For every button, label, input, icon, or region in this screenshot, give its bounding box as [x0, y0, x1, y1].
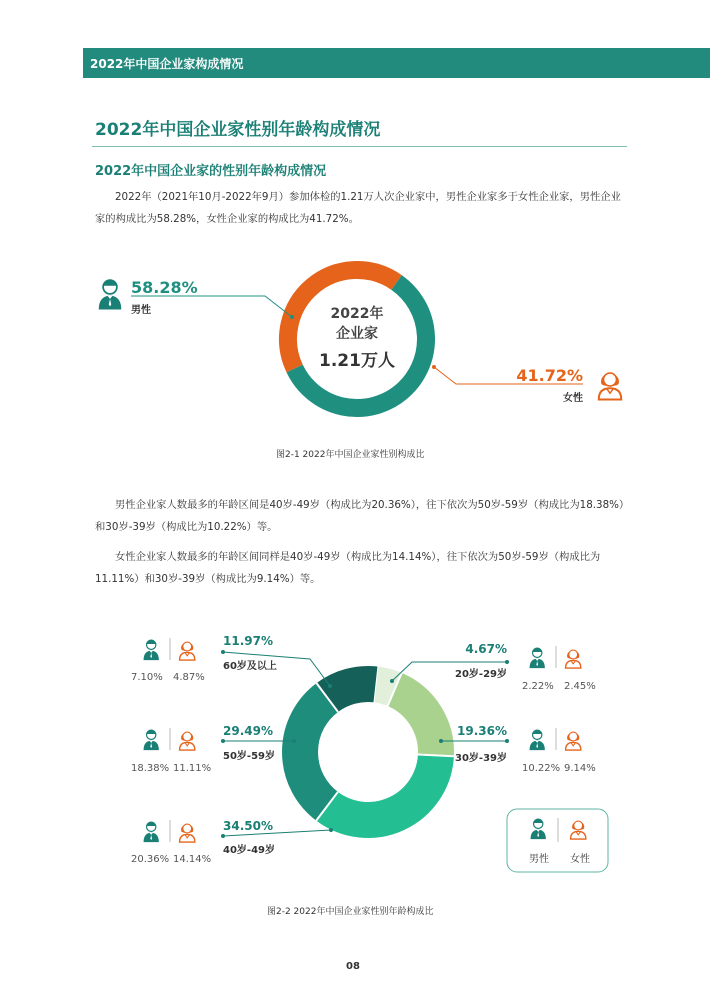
subsection-title: 2022年中国企业家的性别年龄构成情况 [95, 164, 327, 179]
age-percent-label-4: 11.97% [223, 634, 273, 648]
female-age-value-0: 2.45% [564, 681, 596, 692]
age-leader-end-4 [221, 650, 225, 654]
figure-caption-2: 图2-2 2022年中国企业家性别年龄构成比 [267, 907, 434, 917]
age-leader-end-2 [221, 834, 225, 838]
female-person-icon [566, 732, 581, 750]
female-person-icon [566, 650, 581, 668]
age-percent-label-1: 19.36% [457, 724, 507, 738]
donut-slice-2 [327, 755, 436, 820]
female-label: 女性 [563, 393, 583, 404]
center-label-year: 2022年 [330, 306, 384, 322]
male-person-icon [530, 730, 545, 750]
age-leader-end-1 [505, 739, 509, 743]
donut-slice-3 [300, 698, 327, 807]
female-age-value-4: 4.87% [173, 672, 205, 683]
male-age-value-1: 10.22% [522, 763, 561, 774]
female-person-icon [180, 824, 195, 842]
paragraph-gender-summary: 2022年（2021年10月-2022年9月）参加体检的1.21万人次企业家中，男性企业家多于女性企业家，男性企业家的构成比为58.28%，女性企业家的构成比为41.72%。 [95, 191, 621, 225]
male-age-value-0: 2.22% [522, 681, 554, 692]
male-person-icon [144, 822, 159, 842]
donut-slice-0 [375, 684, 394, 689]
age-leader-dot-1 [439, 739, 443, 743]
section-title: 2022年中国企业家性别年龄构成情况 [95, 120, 381, 140]
female-person-icon [180, 732, 195, 750]
legend-female-label: 女性 [570, 854, 590, 865]
male-person-icon [530, 648, 545, 668]
male-label: 男性 [131, 305, 151, 316]
age-category-label-1: 30岁-39岁 [455, 753, 507, 764]
age-leader-end-3 [221, 739, 225, 743]
legend-male-label: 男性 [529, 854, 549, 865]
male-person-icon [144, 640, 159, 660]
age-percent-label-2: 34.50% [223, 819, 273, 833]
header-banner-title: 2022年中国企业家构成情况 [90, 57, 244, 71]
age-percent-label-0: 4.67% [465, 642, 507, 656]
age-category-label-4: 60岁及以上 [223, 661, 277, 672]
age-category-label-3: 50岁-59岁 [223, 751, 275, 762]
age-leader-dot-2 [329, 828, 333, 832]
female-age-value-2: 14.14% [173, 854, 212, 865]
age-percent-label-3: 29.49% [223, 724, 273, 738]
paragraph-female-age: 女性企业家人数最多的年龄区间同样是40岁-49岁（构成比为14.14%），往下依次为50岁-59岁（构成比为11.11%）和30岁-39岁（构成比为9.14%）等。 [95, 551, 601, 585]
male-age-value-3: 18.38% [131, 763, 170, 774]
center-label-count: 1.21万人 [319, 351, 395, 371]
male-percent-label: 58.28% [131, 278, 198, 297]
age-leader-dot-4 [328, 684, 332, 688]
age-category-label-2: 40岁-49岁 [223, 845, 275, 856]
male-age-value-4: 7.10% [131, 672, 163, 683]
age-leader-end-0 [505, 660, 509, 664]
female-percent-label: 41.72% [516, 366, 583, 385]
age-leader-dot-0 [390, 679, 394, 683]
age-leader-dot-3 [292, 739, 296, 743]
donut-slice-4 [327, 684, 375, 698]
age-category-label-0: 20岁-29岁 [455, 669, 507, 680]
figure-caption-1: 图2-1 2022年中国企业家性别构成比 [276, 450, 425, 460]
female-person-icon [180, 642, 195, 660]
male-person-icon [144, 730, 159, 750]
female-age-value-3: 11.11% [173, 763, 212, 774]
center-label-title: 企业家 [336, 326, 378, 342]
paragraph-male-age: 男性企业家人数最多的年龄区间是40岁-49岁（构成比为20.36%），往下依次为50岁-59岁（构成比为18.38%）和30岁-39岁（构成比为10.22%）等。 [95, 499, 625, 533]
male-age-value-2: 20.36% [131, 854, 170, 865]
female-age-value-1: 9.14% [564, 763, 596, 774]
page-number: 08 [346, 961, 360, 972]
donut-slice-1 [395, 689, 436, 755]
